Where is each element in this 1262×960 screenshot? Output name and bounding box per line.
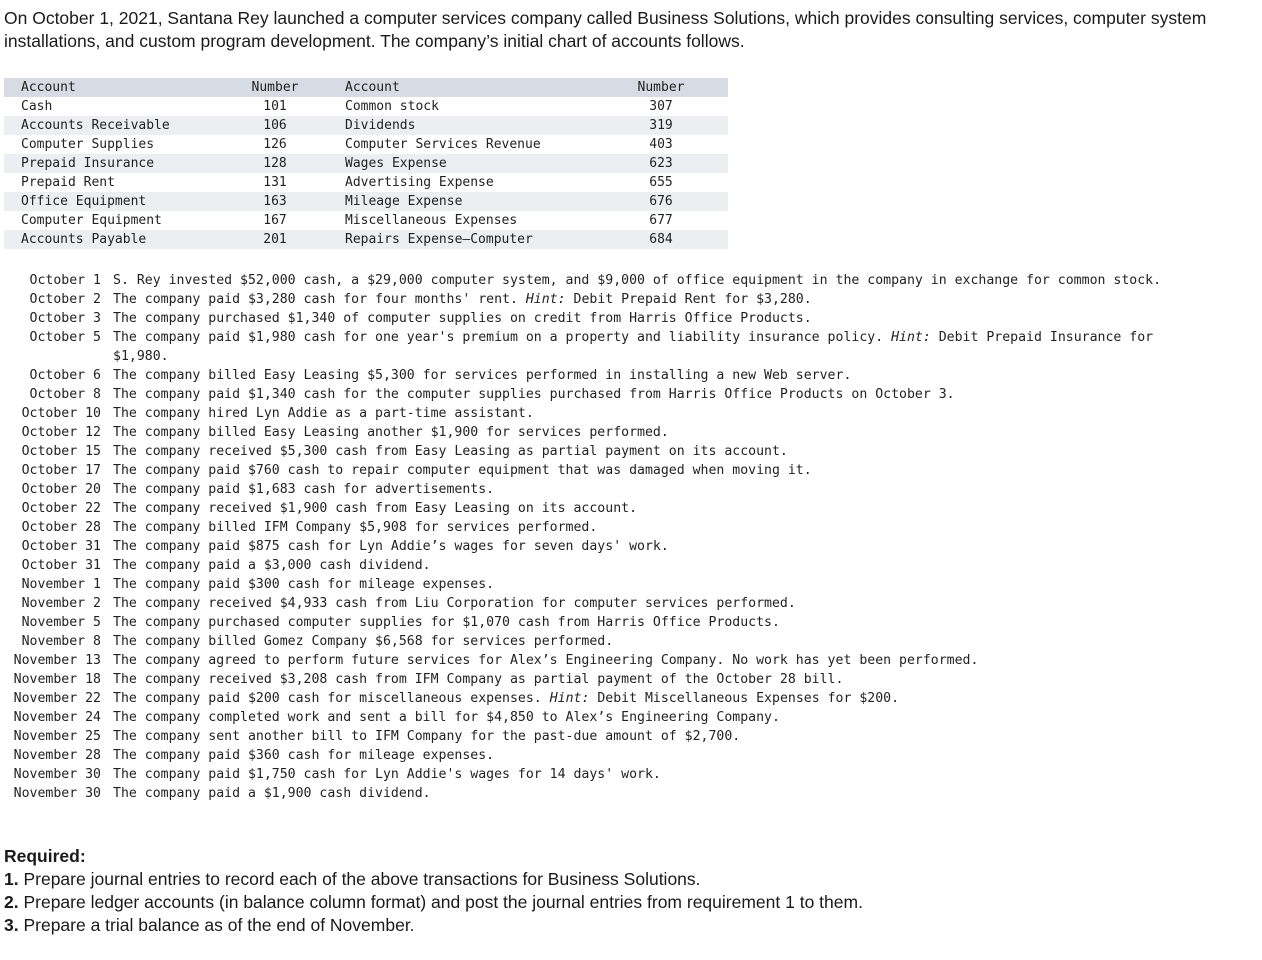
transaction-description bbox=[113, 708, 1183, 727]
required-items bbox=[4, 868, 1244, 937]
account-number: 106 bbox=[263, 118, 287, 133]
account-name: Prepaid Insurance bbox=[21, 156, 155, 171]
transaction-text: The company completed work and sent a bill for $4,850 to Alex’s Engineering Company. bbox=[113, 710, 780, 725]
transaction-text: The company billed IFM Company $5,908 for services performed. bbox=[113, 520, 598, 535]
transaction-date: November 30 bbox=[13, 786, 101, 801]
chart-of-accounts-table bbox=[4, 78, 728, 249]
required-item-number: 1. bbox=[4, 869, 19, 889]
table-row bbox=[4, 116, 728, 135]
required-item-text: Prepare journal entries to record each of the above transactions for Business Solutions. bbox=[18, 869, 701, 889]
transaction-date: October 28 bbox=[21, 520, 101, 535]
transaction-item bbox=[0, 461, 1262, 480]
transaction-description bbox=[113, 290, 1183, 309]
hint-text: Debit Miscellaneous Expenses for $200. bbox=[589, 691, 900, 706]
hint-text: Debit Prepaid Rent for $3,280. bbox=[565, 292, 812, 307]
required-item-text: Prepare a trial balance as of the end of November. bbox=[18, 915, 415, 935]
transaction-item bbox=[0, 404, 1262, 423]
transaction-item bbox=[0, 499, 1262, 518]
intro-paragraph: On October 1, 2021, Santana Rey launched a computer services company called Business Solutions, which provides consulting services, computer system installations, and custom program development. The company’s initial chart of accounts follows. bbox=[4, 8, 1207, 51]
transaction-item bbox=[0, 518, 1262, 537]
transaction-text: The company paid $1,750 cash for Lyn Addie's wages for 14 days' work. bbox=[113, 767, 661, 782]
required-item-number: 2. bbox=[4, 892, 19, 912]
transaction-text: The company received $3,208 cash from IFM Company as partial payment of the October 28 bill. bbox=[113, 672, 844, 687]
transaction-item bbox=[0, 727, 1262, 746]
required-item-number: 3. bbox=[4, 915, 19, 935]
transaction-description bbox=[113, 271, 1183, 290]
transaction-date: October 10 bbox=[21, 406, 101, 421]
account-name: Repairs Expense—Computer bbox=[345, 232, 533, 247]
table-row bbox=[4, 154, 728, 173]
account-number: 677 bbox=[649, 213, 673, 228]
transaction-date: October 15 bbox=[21, 444, 101, 459]
account-number: 307 bbox=[649, 99, 673, 114]
account-name: Office Equipment bbox=[21, 194, 147, 209]
account-name: Common stock bbox=[345, 99, 439, 114]
transaction-date: November 13 bbox=[13, 653, 101, 668]
transaction-date: November 5 bbox=[21, 615, 101, 630]
account-number: 101 bbox=[263, 99, 287, 114]
transaction-date: October 12 bbox=[21, 425, 101, 440]
transaction-text: The company paid $1,340 cash for the computer supplies purchased from Harris Office Products on October 3. bbox=[113, 387, 955, 402]
transaction-description bbox=[113, 575, 1183, 594]
account-name: Cash bbox=[21, 99, 53, 114]
transaction-item bbox=[0, 480, 1262, 499]
transaction-date: November 28 bbox=[13, 748, 101, 763]
transaction-text: The company agreed to perform future services for Alex’s Engineering Company. No work has yet been performed. bbox=[113, 653, 979, 668]
transaction-date: October 22 bbox=[21, 501, 101, 516]
header-number: Number bbox=[637, 80, 685, 95]
transaction-description bbox=[113, 366, 1183, 385]
transaction-text: The company billed Easy Leasing another $1,900 for services performed. bbox=[113, 425, 669, 440]
transaction-description bbox=[113, 613, 1183, 632]
transaction-text: The company paid a $1,900 cash dividend. bbox=[113, 786, 431, 801]
transaction-item bbox=[0, 746, 1262, 765]
transaction-text: The company paid $875 cash for Lyn Addie’s wages for seven days' work. bbox=[113, 539, 669, 554]
account-number: 319 bbox=[649, 118, 673, 133]
transaction-date: October 1 bbox=[29, 273, 101, 288]
transaction-description bbox=[113, 499, 1183, 518]
chart-of-accounts-body bbox=[4, 97, 728, 249]
table-row bbox=[4, 135, 728, 154]
account-number: 403 bbox=[649, 137, 673, 152]
transaction-text: The company paid $3,280 cash for four months' rent. bbox=[113, 292, 526, 307]
transaction-description bbox=[113, 385, 1183, 404]
required-item bbox=[4, 891, 1244, 914]
hint-text: Debit Prepaid Insurance for $1,980. bbox=[113, 330, 1154, 364]
transaction-item bbox=[0, 442, 1262, 461]
transaction-item bbox=[0, 784, 1262, 803]
account-name: Mileage Expense bbox=[345, 194, 463, 209]
transaction-description bbox=[113, 594, 1183, 613]
transaction-item bbox=[0, 328, 1262, 366]
account-name: Miscellaneous Expenses bbox=[345, 213, 518, 228]
transaction-item bbox=[0, 765, 1262, 784]
transaction-date: November 30 bbox=[13, 767, 101, 782]
transaction-date: October 6 bbox=[29, 368, 101, 383]
transaction-description bbox=[113, 784, 1183, 803]
header-account: Account bbox=[345, 80, 400, 95]
transaction-item bbox=[0, 556, 1262, 575]
transaction-item bbox=[0, 575, 1262, 594]
required-item bbox=[4, 914, 1244, 937]
required-title: Required: bbox=[4, 846, 86, 866]
account-number: 131 bbox=[263, 175, 287, 190]
account-name: Computer Equipment bbox=[21, 213, 162, 228]
transaction-item bbox=[0, 632, 1262, 651]
transaction-description bbox=[113, 689, 1183, 708]
transaction-description bbox=[113, 727, 1183, 746]
transaction-description bbox=[113, 442, 1183, 461]
transaction-item bbox=[0, 689, 1262, 708]
transaction-description bbox=[113, 309, 1183, 328]
transaction-description bbox=[113, 423, 1183, 442]
account-number: 163 bbox=[263, 194, 287, 209]
required-section bbox=[4, 845, 1244, 937]
transactions-list bbox=[0, 271, 1262, 803]
account-name: Computer Supplies bbox=[21, 137, 155, 152]
transaction-item bbox=[0, 594, 1262, 613]
account-number: 128 bbox=[263, 156, 287, 171]
transaction-text: The company billed Gomez Company $6,568 for services performed. bbox=[113, 634, 614, 649]
table-row bbox=[4, 97, 728, 116]
transaction-item bbox=[0, 271, 1262, 290]
transaction-text: The company paid $760 cash to repair computer equipment that was damaged when moving it. bbox=[113, 463, 812, 478]
transaction-text: The company paid $1,683 cash for advertisements. bbox=[113, 482, 495, 497]
transaction-text: The company paid $200 cash for miscellaneous expenses. bbox=[113, 691, 550, 706]
transaction-description bbox=[113, 632, 1183, 651]
header-number: Number bbox=[251, 80, 299, 95]
table-row bbox=[4, 192, 728, 211]
transaction-text: The company received $4,933 cash from Liu Corporation for computer services performed. bbox=[113, 596, 796, 611]
hint-label: Hint: bbox=[891, 330, 931, 345]
account-number: 623 bbox=[649, 156, 673, 171]
transaction-description bbox=[113, 746, 1183, 765]
transaction-text: The company received $1,900 cash from Easy Leasing on its account. bbox=[113, 501, 638, 516]
account-number: 126 bbox=[263, 137, 287, 152]
transaction-item bbox=[0, 670, 1262, 689]
transaction-item bbox=[0, 651, 1262, 670]
transaction-text: The company sent another bill to IFM Company for the past-due amount of $2,700. bbox=[113, 729, 741, 744]
table-row bbox=[4, 230, 728, 249]
transaction-date: October 5 bbox=[29, 330, 101, 345]
transaction-text: S. Rey invested $52,000 cash, a $29,000 computer system, and $9,000 of office equipment in the company in exchange for common stock. bbox=[113, 273, 1162, 288]
transaction-item bbox=[0, 290, 1262, 309]
transaction-text: The company paid $1,980 cash for one year's premium on a property and liability insurance policy. bbox=[113, 330, 892, 345]
transaction-item bbox=[0, 385, 1262, 404]
transaction-date: October 2 bbox=[29, 292, 101, 307]
transaction-description bbox=[113, 651, 1183, 670]
table-header-row bbox=[4, 78, 728, 97]
transaction-text: The company billed Easy Leasing $5,300 for services performed in installing a new Web server. bbox=[113, 368, 852, 383]
header-account: Account bbox=[21, 80, 76, 95]
transaction-description bbox=[113, 537, 1183, 556]
transaction-text: The company purchased computer supplies for $1,070 cash from Harris Office Products. bbox=[113, 615, 780, 630]
transaction-date: October 3 bbox=[29, 311, 101, 326]
transaction-text: The company paid $300 cash for mileage expenses. bbox=[113, 577, 495, 592]
transaction-date: November 1 bbox=[21, 577, 101, 592]
account-name: Wages Expense bbox=[345, 156, 447, 171]
transaction-text: The company paid a $3,000 cash dividend. bbox=[113, 558, 431, 573]
transaction-date: October 17 bbox=[21, 463, 101, 478]
transaction-description bbox=[113, 556, 1183, 575]
transaction-text: The company paid $360 cash for mileage expenses. bbox=[113, 748, 495, 763]
transaction-description bbox=[113, 518, 1183, 537]
transaction-item bbox=[0, 423, 1262, 442]
transaction-text: The company purchased $1,340 of computer supplies on credit from Harris Office Products. bbox=[113, 311, 812, 326]
transaction-date: November 18 bbox=[13, 672, 101, 687]
transaction-text: The company received $5,300 cash from Easy Leasing as partial payment on its account. bbox=[113, 444, 788, 459]
transaction-item bbox=[0, 537, 1262, 556]
transaction-item bbox=[0, 708, 1262, 727]
transaction-description bbox=[113, 670, 1183, 689]
required-item bbox=[4, 868, 1244, 891]
transaction-date: October 20 bbox=[21, 482, 101, 497]
hint-label: Hint: bbox=[525, 292, 566, 307]
transaction-date: November 2 bbox=[21, 596, 101, 611]
transaction-description bbox=[113, 765, 1183, 784]
transaction-item bbox=[0, 366, 1262, 385]
transaction-description bbox=[113, 480, 1183, 499]
transaction-description bbox=[113, 461, 1183, 480]
account-name: Advertising Expense bbox=[345, 175, 494, 190]
table-row bbox=[4, 211, 728, 230]
transaction-date: November 22 bbox=[13, 691, 101, 706]
account-name: Accounts Payable bbox=[21, 232, 147, 247]
account-name: Dividends bbox=[345, 118, 416, 133]
account-number: 167 bbox=[263, 213, 287, 228]
transaction-description bbox=[113, 404, 1183, 423]
account-name: Computer Services Revenue bbox=[345, 137, 541, 152]
account-number: 676 bbox=[649, 194, 673, 209]
account-number: 201 bbox=[263, 232, 287, 247]
transaction-text: The company hired Lyn Addie as a part-time assistant. bbox=[113, 406, 534, 421]
account-number: 684 bbox=[649, 232, 673, 247]
transaction-date: November 24 bbox=[13, 710, 101, 725]
transaction-date: November 25 bbox=[13, 729, 101, 744]
table-row bbox=[4, 173, 728, 192]
account-name: Accounts Receivable bbox=[21, 118, 170, 133]
transaction-date: October 31 bbox=[21, 539, 101, 554]
required-item-text: Prepare ledger accounts (in balance column format) and post the journal entries from requirement 1 to them. bbox=[18, 892, 863, 912]
transaction-item bbox=[0, 309, 1262, 328]
account-name: Prepaid Rent bbox=[21, 175, 115, 190]
transaction-date: October 31 bbox=[21, 558, 101, 573]
transaction-date: October 8 bbox=[29, 387, 101, 402]
transaction-date: November 8 bbox=[21, 634, 101, 649]
account-number: 655 bbox=[649, 175, 673, 190]
transaction-item bbox=[0, 613, 1262, 632]
hint-label: Hint: bbox=[549, 691, 590, 706]
transaction-description bbox=[113, 328, 1183, 366]
